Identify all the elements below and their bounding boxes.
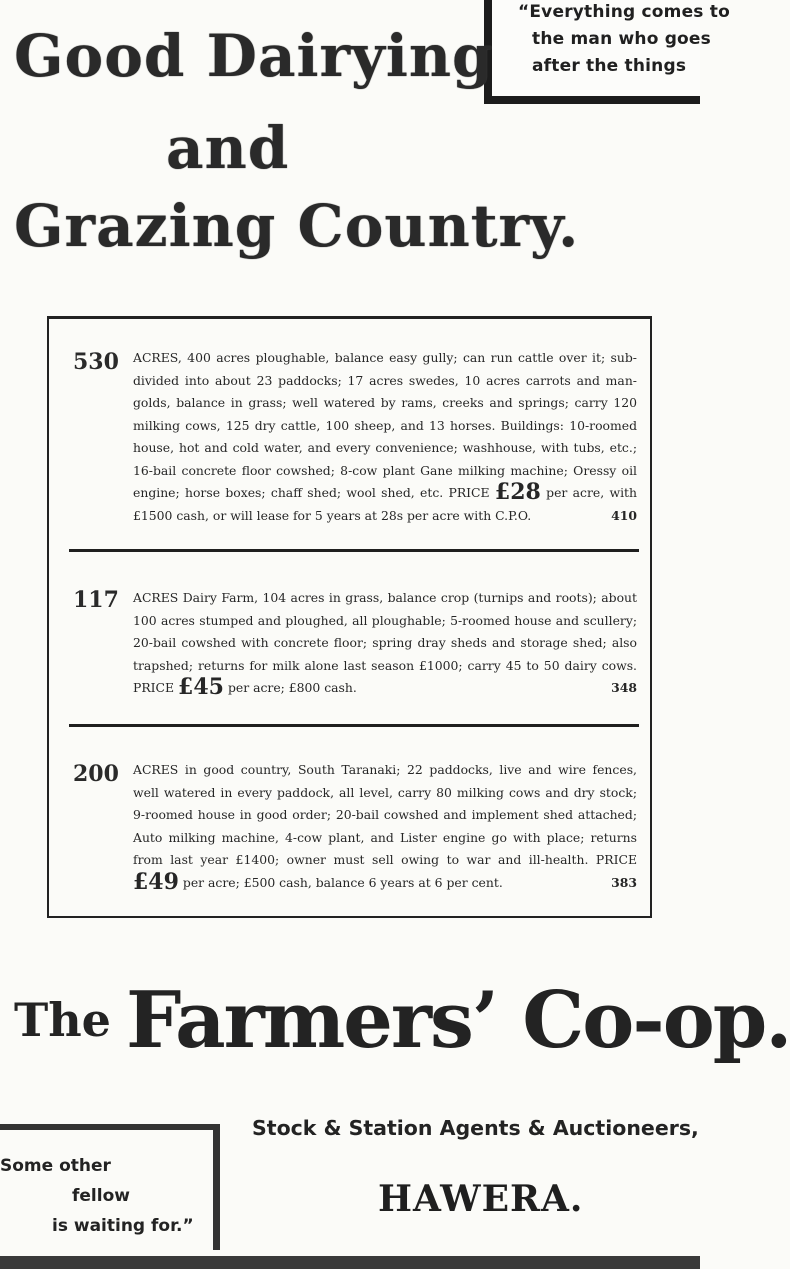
top-quote-line-2: the man who goes (532, 29, 711, 49)
listing-number: 530 (73, 349, 119, 375)
listing-line: well watered in every paddock, all level, carry 80 milking cows and dry stock; (133, 784, 637, 800)
listing-divider (69, 549, 639, 552)
listing-ref: 410 (611, 507, 637, 523)
listing-line: divided into about 23 paddocks; 17 acres swedes, 10 acres carrots and man- (133, 372, 637, 388)
listing-price: £45 (178, 674, 224, 700)
listing-ref: 348 (611, 680, 637, 695)
bottom-quote-line-3: is waiting for.” (52, 1216, 194, 1236)
top-quote-box (484, 0, 730, 104)
listing-line: 9-roomed house in good order; 20-bail cowshed and implement shed attached; (133, 807, 637, 822)
headline-line-2: and (166, 114, 290, 182)
listing-line: ACRES Dairy Farm, 104 acres in grass, balance crop (turnips and roots); about (133, 590, 637, 605)
listing-line: from last year £1400; owner must sell owing to war and ill-health. PRICE (133, 852, 637, 867)
firm-name-main: Farmers’ Co-op. (126, 975, 790, 1066)
listing-line: trapshed; returns for milk alone last season £1000; carry 45 to 50 dairy cows. (133, 657, 637, 673)
listing-line: house, hot and cold water, and every convenience; washhouse, with tubs, etc.; (133, 440, 637, 455)
bottom-border (0, 1256, 700, 1269)
listings-box (47, 316, 652, 918)
listing-description (133, 759, 637, 894)
headline-line-3: Grazing Country. (14, 192, 580, 260)
listing-description (133, 347, 637, 527)
agents-line: Stock & Station Agents & Auctioneers, (252, 1116, 699, 1140)
listing-line: ACRES in good country, South Taranaki; 22 paddocks, live and wire fences, (133, 762, 637, 777)
listing-price-line (133, 479, 637, 505)
listing-line: golds, balance in grass; well watered by rams, creeks and springs; carry 120 (133, 395, 637, 410)
listing-ref: 383 (611, 874, 637, 890)
listing-price-unit: per acre, with (546, 485, 637, 500)
firm-name-the: The (14, 993, 111, 1047)
listing-line: 20-bail cowshed with concrete floor; spring dray sheds and storage shed; also (133, 635, 637, 650)
listing-divider (69, 724, 639, 727)
town-name: HAWERA. (378, 1178, 584, 1220)
bottom-quote-line-2: fellow (72, 1186, 130, 1206)
listing-number: 200 (73, 761, 119, 787)
bottom-quote-box (0, 1124, 220, 1250)
listing-line-final: £1500 cash, or will lease for 5 years at 28s per acre with C.P.O. 410 (133, 505, 637, 528)
listing-line: milking cows, 125 dry cattle, 100 sheep, and 13 horses. Buildings: 10-roomed (133, 417, 637, 433)
listing-line: ACRES, 400 acres ploughable, balance easy gully; can run cattle over it; sub- (133, 350, 637, 365)
listing-line: 16-bail concrete floor cowshed; 8-cow plant Gane milking machine; Oressy oil (133, 462, 637, 478)
firm-name (14, 975, 790, 1100)
listing-line: Auto milking machine, 4-cow plant, and Lister engine go with place; returns (133, 829, 637, 845)
listing-price: £49 (133, 868, 179, 895)
listing-price-line: PRICE £45 per acre; £800 cash. 348 (133, 674, 637, 700)
headline-line-1: Good Dairying (14, 22, 494, 90)
listing-line: 100 acres stumped and ploughed, all ploughable; 5-roomed house and scullery; (133, 612, 637, 628)
top-quote-line-1: “Everything comes to (518, 2, 730, 22)
listing-price-line: £49 per acre; £500 cash, balance 6 years at 6 per cent. 383 (133, 868, 637, 895)
listing-price: £28 (494, 479, 541, 505)
top-quote-line-3: after the things (532, 56, 687, 76)
listing-description (133, 587, 637, 700)
listing-line: engine; horse boxes; chaff shed; wool shed, etc. PRICE (133, 485, 490, 500)
bottom-quote-line-1: Some other (0, 1156, 111, 1176)
listing-number: 117 (73, 587, 119, 613)
